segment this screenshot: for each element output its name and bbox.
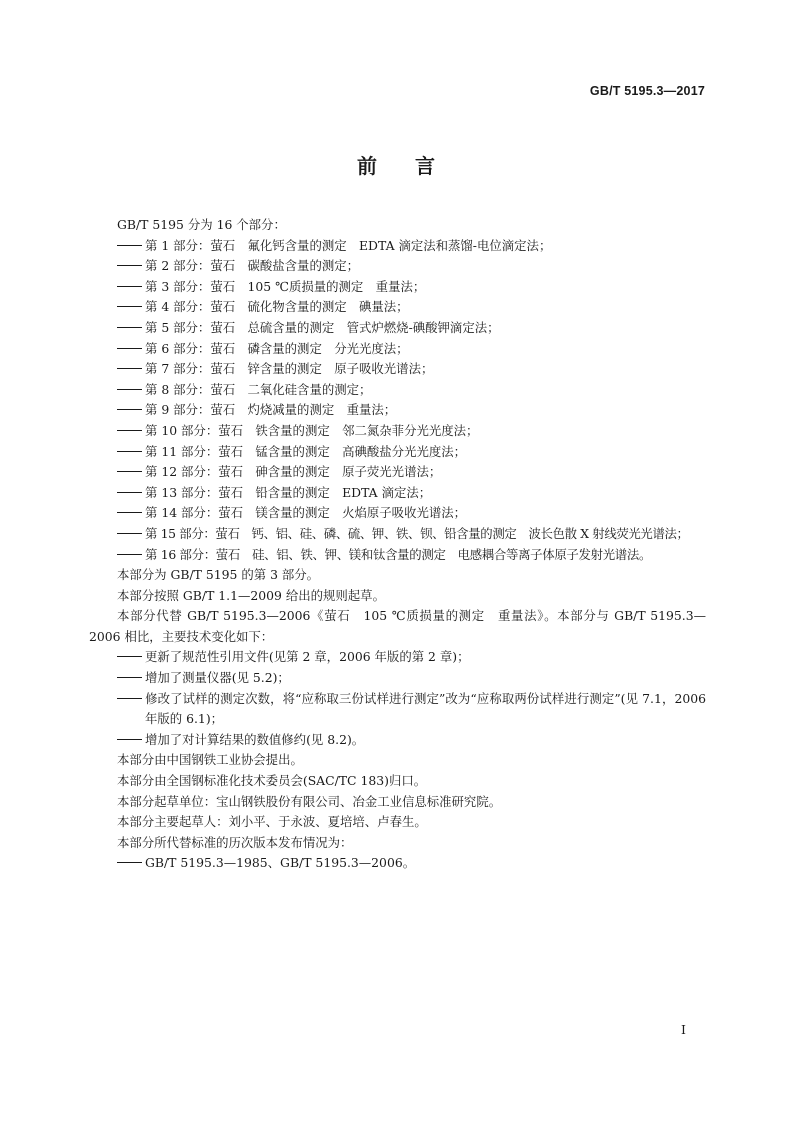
list-item (89, 277, 706, 298)
list-item (89, 730, 706, 751)
list-item-text: 第 2 部分：萤石 碳酸盐含量的测定； (145, 258, 360, 274)
list-item (89, 462, 706, 483)
page-number: I (681, 1022, 686, 1037)
list-item-text: 第 14 部分：萤石 镁含量的测定 火焰原子吸收光谱法； (145, 505, 467, 521)
dash-mark (117, 668, 145, 689)
dash-mark (117, 853, 145, 874)
list-item (89, 524, 706, 545)
parts-list (89, 236, 706, 566)
drafting-rules-paragraph: 本部分按照 GB/T 1.1—2009 给出的规则起草。 (117, 587, 385, 603)
page-title (0, 150, 794, 179)
list-item-text: 第 12 部分：萤石 砷含量的测定 原子荧光光谱法； (145, 464, 442, 480)
standard-code: GB/T 5195.3—2017 (589, 84, 705, 98)
list-item (89, 545, 706, 566)
list-item-text: 第 10 部分：萤石 铁含量的测定 邻二氮杂菲分光光度法； (145, 422, 479, 438)
list-item (89, 380, 706, 401)
list-item-text: 第 15 部分：萤石 钙、铝、硅、磷、硫、钾、铁、钡、铅含量的测定 波长色散 X 射线荧光光谱法； (145, 525, 689, 541)
dash-mark (117, 689, 145, 710)
list-item (89, 442, 706, 463)
proposed-by-paragraph: 本部分由中国钢铁工业协会提出。 (117, 752, 303, 768)
list-item-text: 第 8 部分：萤石 二氧化硅含量的测定； (145, 381, 372, 397)
dash-mark (117, 400, 145, 421)
list-item (89, 256, 706, 277)
list-item-text: 第 5 部分：萤石 总硫含量的测定 管式炉燃烧-碘酸钾滴定法； (145, 319, 500, 335)
list-item-text: 第 7 部分：萤石 锌含量的测定 原子吸收光谱法； (145, 361, 434, 377)
list-item-text: 增加了对计算结果的数值修约(见 8.2)。 (145, 731, 365, 747)
foreword-body (89, 215, 706, 874)
dash-mark (117, 380, 145, 401)
list-item-text: 第 9 部分：萤石 灼烧减量的测定 重量法； (145, 402, 397, 418)
list-item-text: 第 4 部分：萤石 硫化物含量的测定 碘量法； (145, 299, 409, 315)
dash-mark (117, 545, 145, 566)
dash-mark (117, 318, 145, 339)
list-item-text: GB/T 5195.3—1985、GB/T 5195.3—2006。 (145, 855, 416, 871)
list-item-text: 第 16 部分：萤石 硅、铝、铁、钾、镁和钛含量的测定 电感耦合等离子体原子发射光谱法。 (145, 546, 652, 562)
intro-paragraph: GB/T 5195 分为 16 个部分： (117, 217, 286, 232)
list-item (89, 853, 706, 874)
drafting-units-paragraph: 本部分起草单位：宝山钢铁股份有限公司、冶金工业信息标准研究院。 (117, 793, 502, 809)
list-item (89, 421, 706, 442)
list-item (89, 236, 706, 257)
list-item (89, 503, 706, 524)
dash-mark (117, 256, 145, 277)
list-item-text: 第 3 部分：萤石 105 ℃质损量的测定 重量法； (145, 278, 426, 294)
list-item (89, 359, 706, 380)
dash-mark (117, 462, 145, 483)
dash-mark (117, 442, 145, 463)
dash-mark (117, 647, 145, 668)
list-item-text: 第 13 部分：萤石 铅含量的测定 EDTA 滴定法； (145, 484, 432, 500)
dash-mark (117, 359, 145, 380)
list-item (89, 400, 706, 421)
list-item (89, 668, 706, 689)
history-intro-paragraph: 本部分所代替标准的历次版本发布情况为： (117, 834, 353, 850)
title-char-2: 言 (415, 154, 437, 178)
dash-mark (117, 236, 145, 257)
list-item-text: 增加了测量仪器(见 5.2)； (145, 670, 290, 686)
dash-mark (117, 524, 145, 545)
replaces-paragraph: 本部分代替 GB/T 5195.3—2006《萤石 105 ℃质损量的测定 重量法》。本部分与 GB/T 5195.3—2006 相比，主要技术变化如下： (89, 608, 706, 644)
history-list (89, 853, 706, 874)
dash-mark (117, 730, 145, 751)
centralized-by-paragraph: 本部分由全国钢标准化技术委员会(SAC/TC 183)归口。 (117, 773, 427, 789)
list-item-text: 第 1 部分：萤石 氟化钙含量的测定 EDTA 滴定法和蒸馏-电位滴定法； (145, 237, 552, 253)
list-item (89, 647, 706, 668)
list-item (89, 689, 706, 730)
list-item-text: 第 11 部分：萤石 锰含量的测定 高碘酸盐分光光度法； (145, 443, 467, 459)
list-item (89, 483, 706, 504)
changes-list (89, 647, 706, 750)
list-item-text: 修改了试样的测定次数，将“应称取三份试样进行测定”改为“应称取两份试样进行测定”(见 7.1，2006 年版的 6.1)； (145, 690, 706, 727)
dash-mark (117, 503, 145, 524)
dash-mark (117, 339, 145, 360)
list-item (89, 297, 706, 318)
dash-mark (117, 297, 145, 318)
list-item (89, 318, 706, 339)
list-item (89, 339, 706, 360)
list-item-text: 更新了规范性引用文件(见第 2 章，2006 年版的第 2 章)； (145, 649, 470, 665)
title-char-1: 前 (357, 154, 379, 178)
list-item-text: 第 6 部分：萤石 磷含量的测定 分光光度法； (145, 340, 409, 356)
dash-mark (117, 277, 145, 298)
dash-mark (117, 421, 145, 442)
dash-mark (117, 483, 145, 504)
drafters-paragraph: 本部分主要起草人：刘小平、于永波、夏培培、卢春生。 (117, 814, 427, 830)
this-part-paragraph: 本部分为 GB/T 5195 的第 3 部分。 (117, 567, 320, 583)
